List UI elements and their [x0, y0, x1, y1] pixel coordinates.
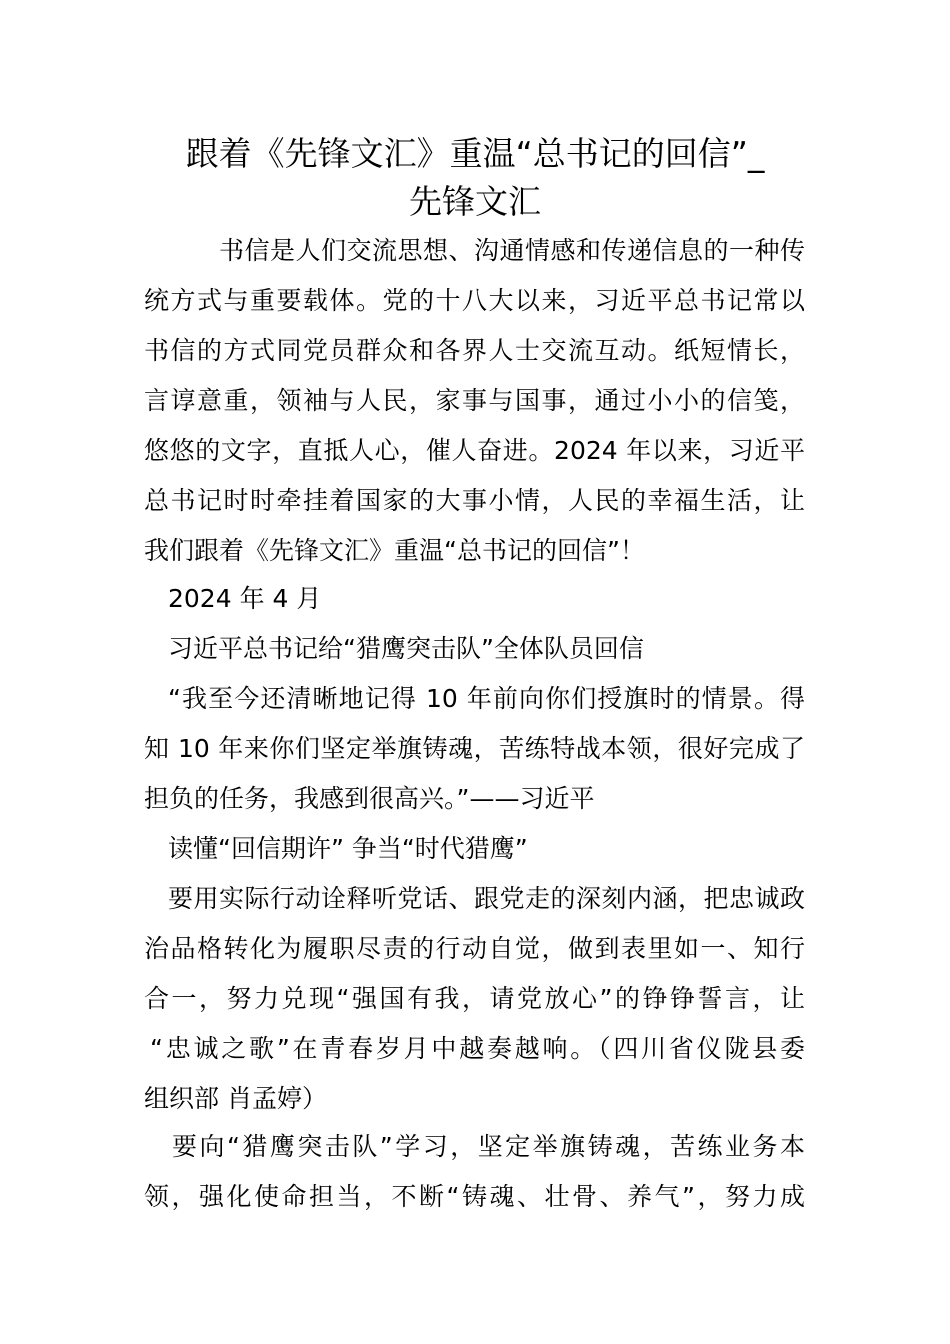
quote-line: “我至今还清晰地记得 10 年前向你们授旗时的情景。得	[168, 684, 805, 713]
document-title-line-1: 跟着《先锋文汇》重温“总书记的回信”_	[185, 134, 765, 173]
quote-line: 担负的任务，我感到很高兴。”——习近平	[144, 784, 595, 813]
intro-line: 书信是人们交流思想、沟通情感和传递信息的一种传	[219, 236, 805, 265]
paragraph-line: 治品格转化为履职尽责的行动自觉，做到表里如一、知行	[144, 934, 805, 963]
date-heading: 2024 年 4 月	[168, 584, 322, 613]
quote-line: 知 10 年来你们坚定举旗铸魂，苦练特战本领，很好完成了	[144, 734, 805, 763]
paragraph-line: “忠诚之歌”在青春岁月中越奏越响。（四川省仪陇县委	[150, 1034, 805, 1063]
intro-line: 书信的方式同党员群众和各界人士交流互动。纸短情长，	[144, 336, 805, 365]
intro-line: 悠悠的文字，直抵人心，催人奋进。2024 年以来，习近平	[144, 436, 805, 465]
letter-title: 习近平总书记给“猎鹰突击队”全体队员回信	[168, 634, 644, 663]
intro-line: 我们跟着《先锋文汇》重温“总书记的回信”！	[144, 536, 645, 565]
paragraph-line: 领，强化使命担当，不断“铸魂、壮骨、养气”，努力成	[144, 1182, 805, 1211]
paragraph-line: 要向“猎鹰突击队”学习，坚定举旗铸魂，苦练业务本	[172, 1132, 805, 1161]
paragraph-line: 组织部 肖孟婷）	[144, 1084, 327, 1113]
section-title: 读懂“回信期许” 争当“时代猎鹰”	[168, 834, 528, 863]
intro-line: 总书记时时牵挂着国家的大事小情，人民的幸福生活，让	[144, 486, 805, 515]
intro-line: 统方式与重要载体。党的十八大以来，习近平总书记常以	[144, 286, 805, 315]
intro-line: 言谆意重，领袖与人民，家事与国事，通过小小的信笺，	[144, 386, 805, 415]
document-title-line-2: 先锋文汇	[409, 182, 541, 221]
paragraph-line: 合一，努力兑现“强国有我，请党放心”的铮铮誓言，让	[144, 984, 805, 1013]
paragraph-line: 要用实际行动诠释听党话、跟党走的深刻内涵，把忠诚政	[168, 884, 805, 913]
